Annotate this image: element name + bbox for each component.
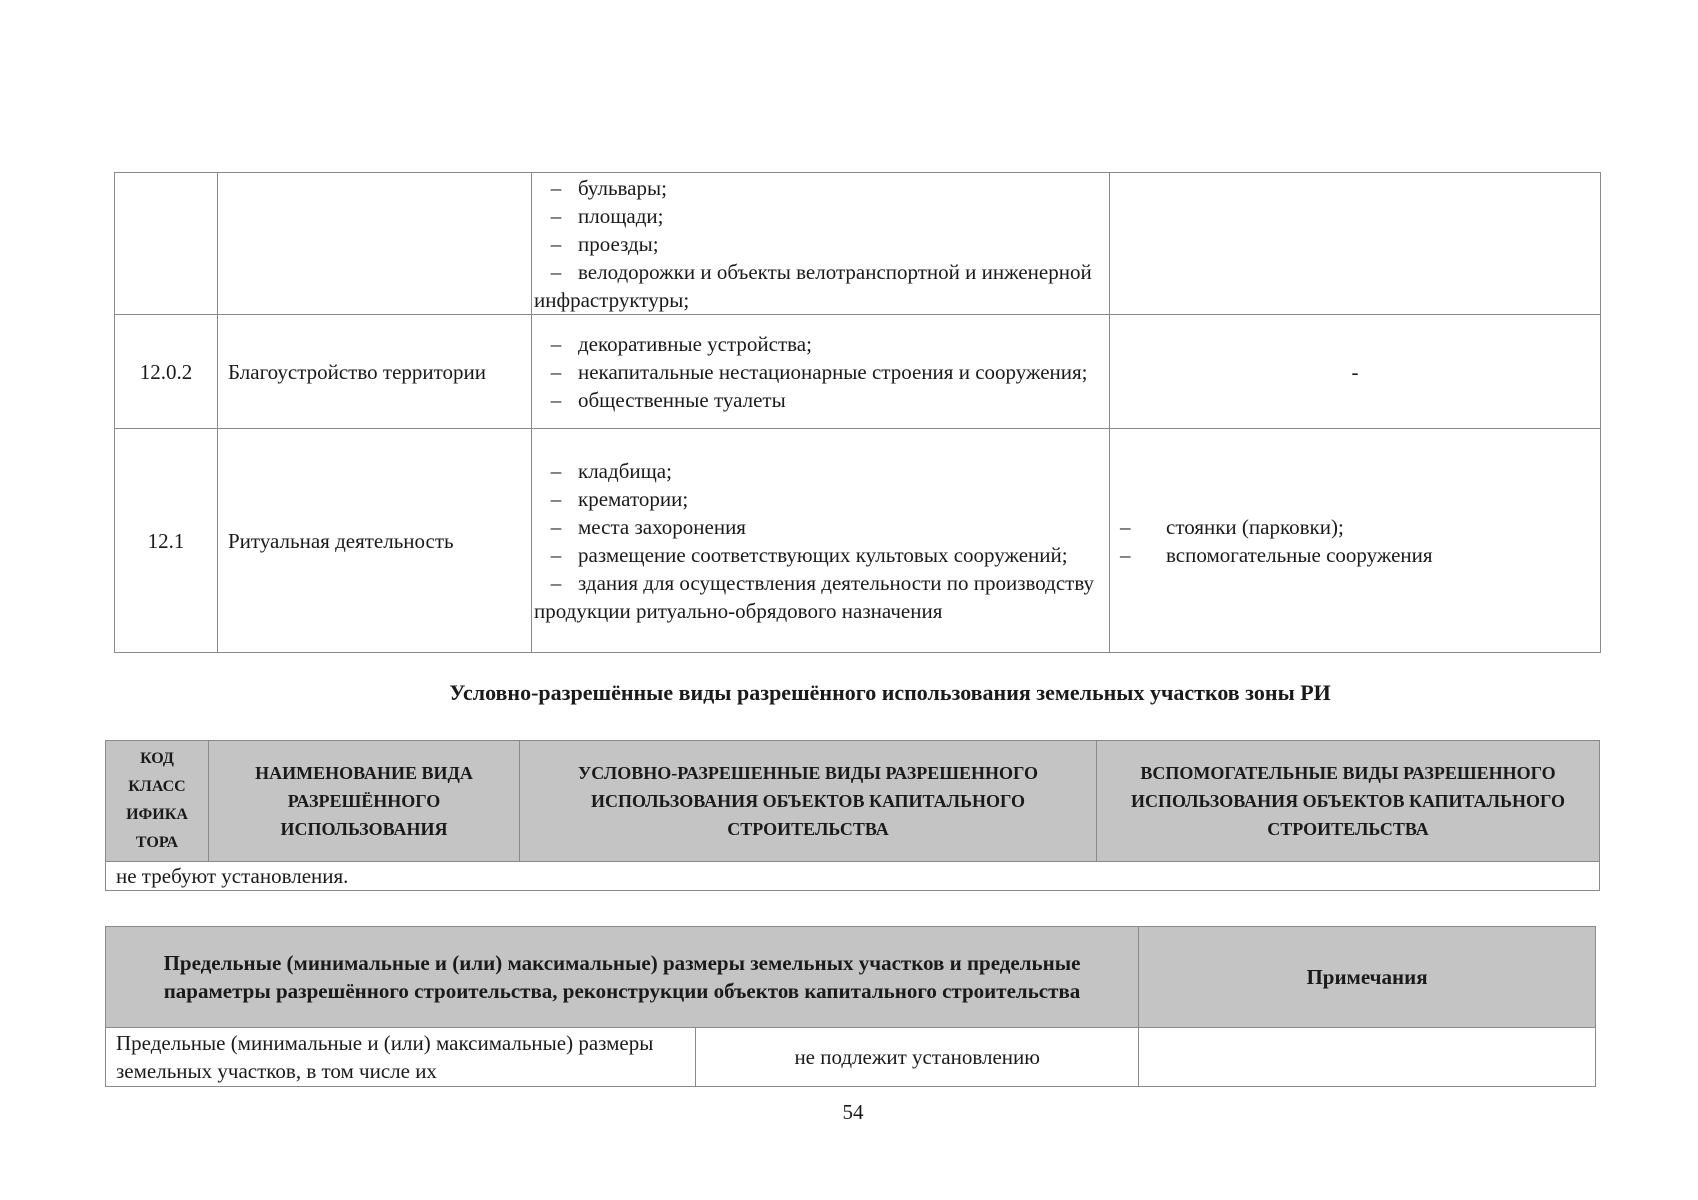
main-types-cell [532,429,1110,653]
conditional-vri-table [105,740,1600,891]
code-cell: 12.1 [115,429,218,653]
table-row [115,173,1601,315]
name-cell: Ритуальная деятельность [218,429,532,653]
table-row [115,315,1601,429]
table-row [106,1028,1596,1087]
header-code: КОД КЛАСС ИФИКА ТОРА [106,741,209,862]
main-types-cell [532,315,1110,429]
table-header-row [106,927,1596,1028]
list-item: – бульвары; [534,174,1107,202]
list-item: – вспомогательные сооружения [1120,542,1433,567]
list-item: – велодорожки и объекты велотранспортной и инженерной инфраструктуры; [534,259,1092,312]
dash-bullet: – [550,231,562,256]
code-cell [115,173,218,315]
dash-bullet: – [550,458,562,483]
aux-types-cell: - [1110,315,1601,429]
vri-table-continued [114,172,1601,653]
list-item: – размещение соответствующих культовых сооружений; [534,541,1107,569]
name-cell [218,173,532,315]
header-aux-types: ВСПОМОГАТЕЛЬНЫЕ ВИДЫ РАЗРЕШЕННОГО ИСПОЛЬЗОВАНИЯ ОБЪЕКТОВ КАПИТАЛЬНОГО СТРОИТЕЛЬСТВА [1097,741,1600,862]
list-item: – места захоронения [534,513,1107,541]
dash-bullet: – [1120,514,1131,539]
dash-bullet: – [550,259,562,284]
list-item: – крематории; [534,485,1107,513]
table-row [115,429,1601,653]
section-heading: Условно-разрешённые виды разрешённого использования земельных участков зоны РИ [449,680,1331,705]
dash-bullet: – [1120,542,1131,567]
dash-bullet: – [550,331,562,356]
list-item: – кладбища; [534,457,1107,485]
list-item: – некапитальные нестационарные строения и сооружения; [534,358,1107,386]
not-required-cell: не требуют установления. [106,862,1600,891]
limit-parameters-table [105,926,1596,1087]
table-row [106,862,1600,891]
dash-bullet: – [550,175,562,200]
dash-bullet: – [550,203,562,228]
aux-types-cell [1110,173,1601,315]
list-item: – стоянки (парковки); [1120,514,1344,539]
list-item: – площади; [534,202,1107,230]
list-item: – здания для осуществления деятельности по производству продукции ритуально-обрядового назначения [534,570,1095,623]
dash-bullet: – [550,387,562,412]
dash-bullet: – [550,359,562,384]
main-types-cell [532,173,1110,315]
value-cell: не подлежит установлению [696,1028,1139,1087]
note-cell [1139,1028,1596,1087]
dash-bullet: – [550,542,562,567]
list-item: – общественные туалеты [534,386,1107,414]
aux-types-cell [1110,429,1601,653]
dash-bullet: – [550,486,562,511]
code-cell: 12.0.2 [115,315,218,429]
header-name: НАИМЕНОВАНИЕ ВИДА РАЗРЕШЁННОГО ИСПОЛЬЗОВАНИЯ [209,741,520,862]
header-conditional-types: УСЛОВНО-РАЗРЕШЕННЫЕ ВИДЫ РАЗРЕШЕННОГО ИСПОЛЬЗОВАНИЯ ОБЪЕКТОВ КАПИТАЛЬНОГО СТРОИТЕЛЬСТВА [520,741,1097,862]
dash-bullet: – [550,514,562,539]
header-limit-parameters: Предельные (минимальные и (или) максимальные) размеры земельных участков и предельные параметры разрешённого строительства, реконструкции объектов капитального строительства [106,927,1139,1028]
table-header-row [106,741,1600,862]
dash-bullet: – [550,570,562,595]
list-item: – проезды; [534,230,1107,258]
header-notes: Примечания [1139,927,1596,1028]
name-cell: Благоустройство территории [218,315,532,429]
parameter-cell: Предельные (минимальные и (или) максимальные) размеры земельных участков, в том числе их [106,1028,696,1087]
list-item: – декоративные устройства; [534,330,1107,358]
page-number: 54 [842,1100,864,1124]
